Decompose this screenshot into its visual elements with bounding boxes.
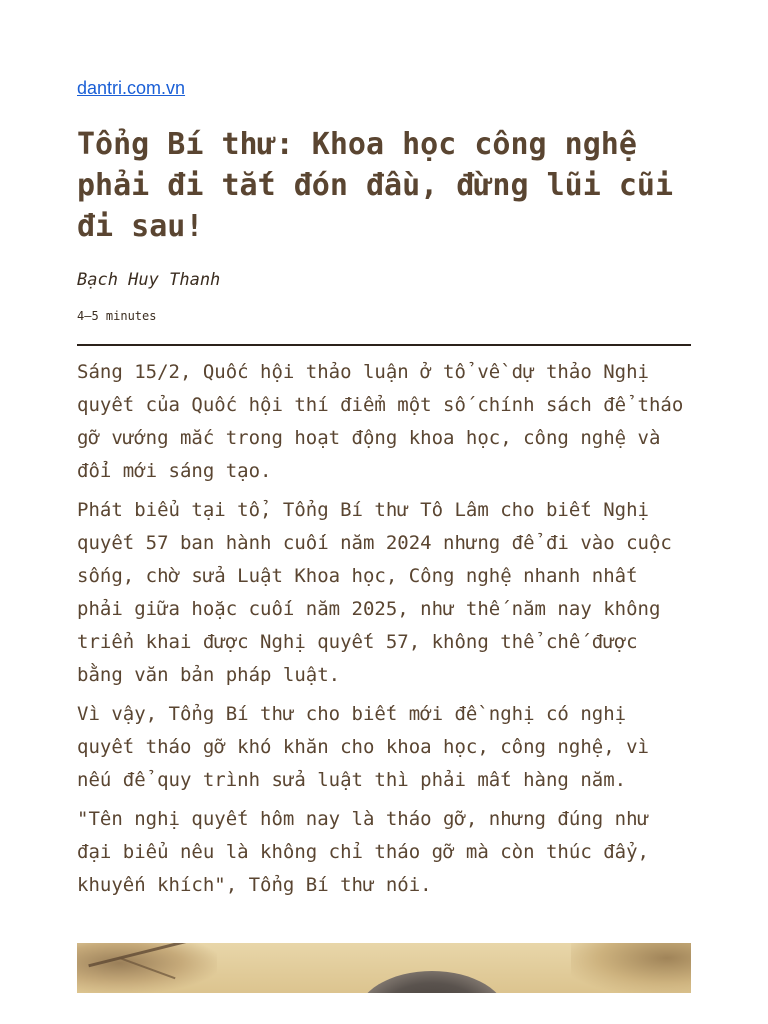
paragraph: Sáng 15/2, Quốc hội thảo luận ở tổ về dự thảo Nghị quyết của Quốc hội thí điểm một số chính sách để tháo gỡ vướng mắc trong hoạt động khoa học, công nghệ và đổi mới sáng tạo.	[77, 361, 684, 482]
article-body	[77, 356, 691, 908]
article-author: Bạch Huy Thanh	[77, 270, 221, 290]
paragraph: "Tên nghị quyết hôm nay là tháo gỡ, nhưng đúng như đại biểu nêu là không chỉ tháo gỡ mà còn thúc đẩy, khuyến khích", Tổng Bí thư nói.	[77, 808, 649, 896]
divider	[77, 344, 691, 346]
photo-subject-head	[357, 971, 507, 993]
article-photo	[77, 943, 691, 993]
paragraph: Phát biểu tại tổ, Tổng Bí thư Tô Lâm cho biết Nghị quyết 57 ban hành cuối năm 2024 nhưng để đi vào cuộc sống, chờ sửa Luật Khoa học, Công nghệ nhanh nhất phải giữa hoặc cuối năm 2025, như thế năm nay không triển khai được Nghị quyết 57, không thể chế được bằng văn bản pháp luật.	[77, 499, 672, 686]
photo-background-right	[571, 943, 691, 993]
source-link[interactable]: dantri.com.vn	[77, 78, 186, 98]
paragraph: Vì vậy, Tổng Bí thư cho biết mới đề nghị có nghị quyết tháo gỡ khó khăn cho khoa học, công nghệ, vì nếu để quy trình sửa luật thì phải mất hàng năm.	[77, 703, 649, 791]
article-title: Tổng Bí thư: Khoa học công nghệ phải đi tắt đón đầu, đừng lũi cũi đi sau!	[77, 127, 674, 244]
read-time: 4–5 minutes	[77, 309, 157, 323]
